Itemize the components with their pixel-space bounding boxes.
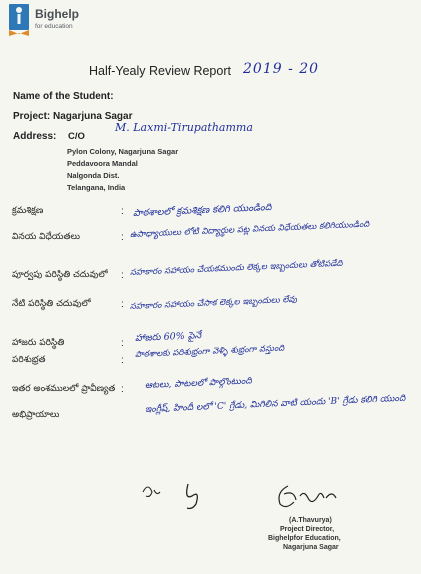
student-name-label: Name of the Student: xyxy=(13,91,114,102)
row-response: ఇంగ్లీష్, హిందీ లలో 'C' గ్రేడు, మిగిలిన వాటి యందు 'B' గ్రేడు కలిగి యుంది xyxy=(144,393,406,415)
row-response: హాజరు 60% పైనే xyxy=(134,330,202,344)
address-label: Address: xyxy=(13,131,57,142)
logo-tagline: for education xyxy=(35,23,73,30)
address-line: Telangana, India xyxy=(67,183,126,192)
student-signature xyxy=(140,478,220,513)
logo-name: Bighelp xyxy=(35,7,79,21)
row-colon: : xyxy=(121,232,124,243)
signatory-name: (A.Thavurya) xyxy=(289,517,332,524)
row-colon: : xyxy=(121,299,124,310)
report-title: Half-Yealy Review Report xyxy=(89,64,231,78)
row-colon: : xyxy=(121,270,124,281)
care-of-name: M. Laxmi-Tirupathamma xyxy=(115,121,253,134)
row-colon: : xyxy=(121,384,124,395)
row-response: పాఠశాలకు పరిశుభ్రంగా వెళ్ళి శుభ్రంగా వస్తుంది xyxy=(134,343,285,360)
project-label: Project: Nagarjuna Sagar xyxy=(13,111,133,122)
row-label: పూర్వపు పరిస్థితి చదువులో xyxy=(12,270,108,280)
signatory-organization: Bighelpfor Education, xyxy=(268,535,341,542)
row-response: సహకారం సహాయం చేసాక లెక్కల ఇబ్బందులు లేవు xyxy=(129,294,298,312)
book-figure-icon xyxy=(8,3,30,37)
row-colon: : xyxy=(121,338,124,349)
bighelp-logo xyxy=(8,3,118,39)
signatory-role: Project Director, xyxy=(280,526,335,533)
address-line: Peddavoora Mandal xyxy=(67,159,138,168)
row-colon: : xyxy=(121,206,124,217)
report-year: 2019 - 20 xyxy=(243,61,320,77)
row-response: ఆటలు, పాటలలో పాల్గొంటుంది xyxy=(144,376,252,391)
row-label: పరిశుభ్రత xyxy=(12,355,46,365)
row-label: హాజరు పరిస్థితి xyxy=(12,338,65,348)
row-label: క్రమశిక్షణ xyxy=(12,206,44,216)
row-label: అభిప్రాయాలు xyxy=(12,410,60,420)
row-response: పాఠశాలలో క్రమశిక్షణ కలిగి యుండింది xyxy=(132,201,272,219)
care-of-label: C/O xyxy=(68,131,85,142)
row-label: వినయ విధేయతలు xyxy=(12,232,80,242)
row-colon: : xyxy=(121,355,124,366)
signatory-location: Nagarjuna Sagar xyxy=(283,544,339,551)
row-label: నేటి పరిస్థితి చదువులో xyxy=(12,299,91,309)
row-response: సహకారం సహాయం చేయకముందు లెక్కల ఇబ్బందులు తోటిపడేది xyxy=(129,258,343,278)
row-label: ఇతర అంశములలో ప్రావీణ్యత xyxy=(12,384,116,394)
director-signature xyxy=(270,482,350,516)
address-line: Nalgonda Dist. xyxy=(67,171,120,180)
address-line: Pylon Colony, Nagarjuna Sagar xyxy=(67,147,179,156)
row-response: ఉపాధ్యాయులు లోటి విద్యార్థుల పట్ల వినయ విధేయతలు కలిగియుండింది xyxy=(129,219,370,240)
